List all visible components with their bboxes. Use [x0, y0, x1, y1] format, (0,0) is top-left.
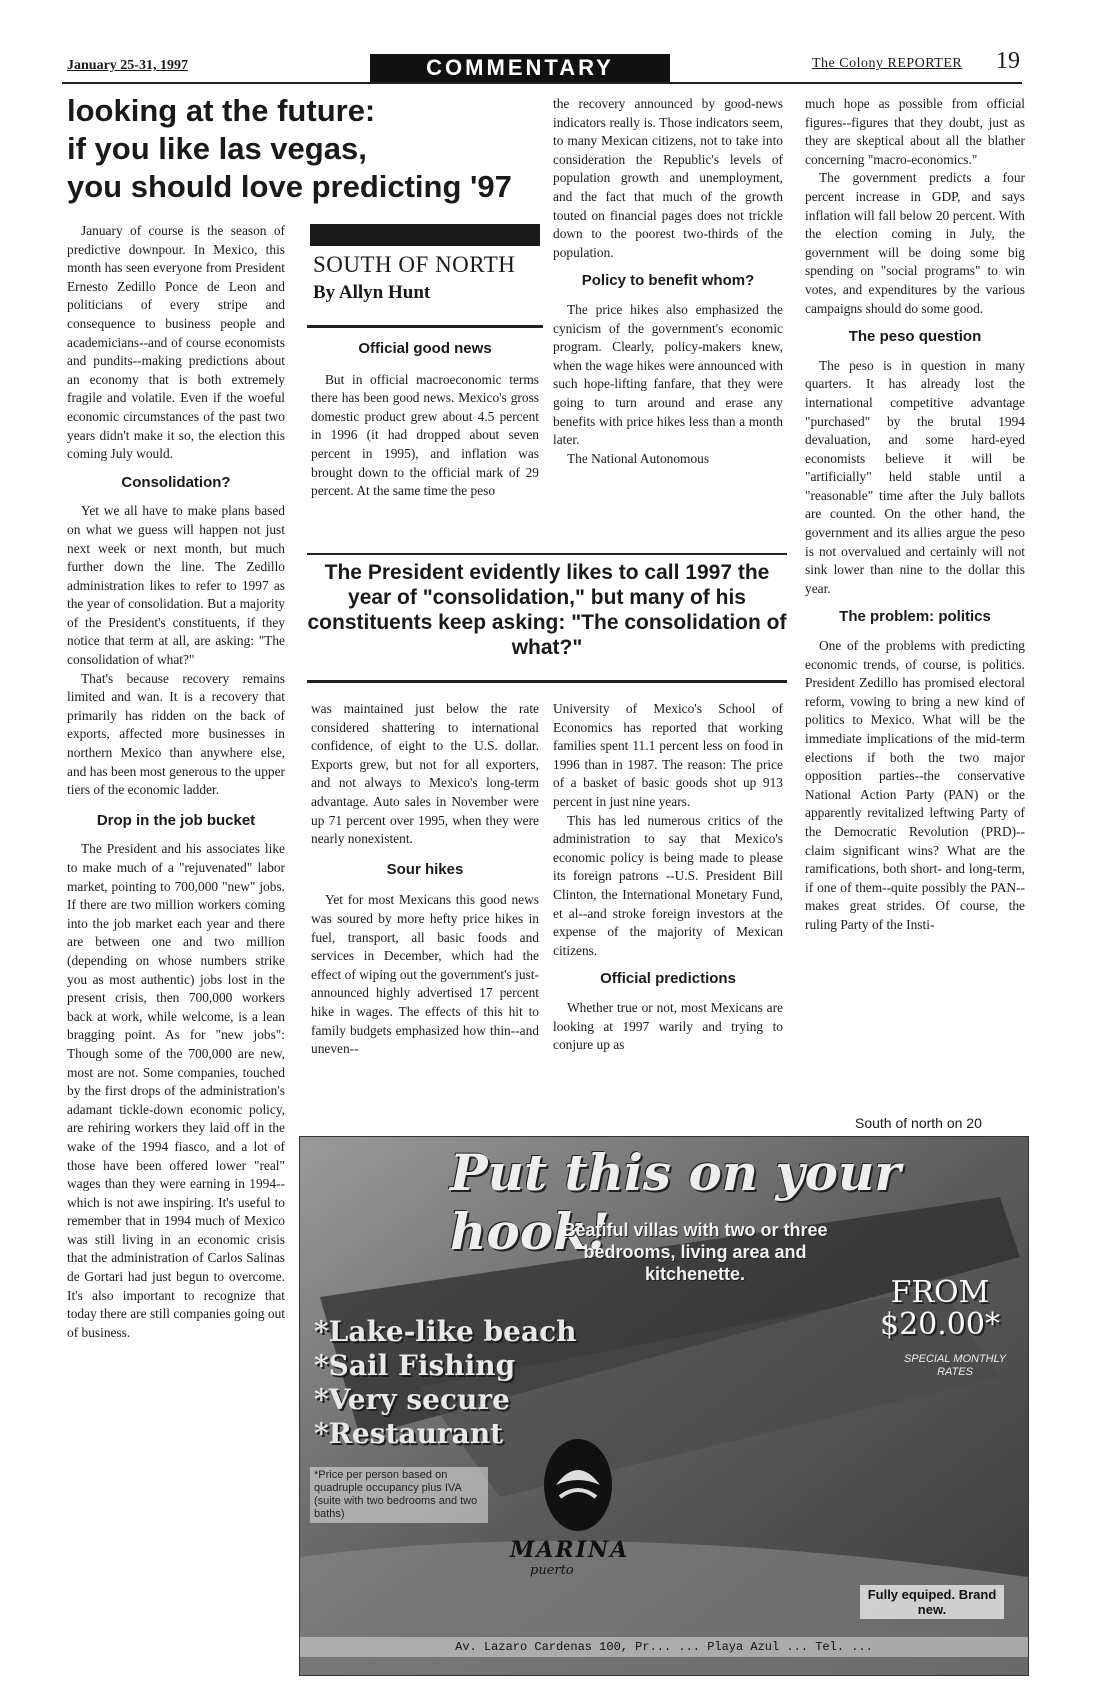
- marina-logo-name: MARINA: [510, 1537, 630, 1563]
- ad-headline: Put this on your hook!: [450, 1143, 901, 1261]
- subhead-official-predictions: Official predictions: [600, 970, 736, 988]
- ad-address: Av. Lazaro Cardenas 100, Pr... ... Playa Azul ... Tel. ...: [300, 1637, 1028, 1657]
- ad-feature: *Very secure: [314, 1383, 510, 1416]
- article-column-3-continued: [553, 700, 783, 1055]
- paragraph: That's because recovery remains limited and wan. It is a recovery that primarily has ridden on the back of exports, affected more businesses in northern Mexico than anywhere else, and has been most generous to the upper tiers of the economic ladder.: [67, 670, 285, 798]
- ad-price-from: FROM: [890, 1275, 990, 1310]
- paper-name: The Colony REPORTER: [812, 56, 963, 71]
- paragraph: much hope as possible from official figures--figures that they doubt, just as they are skeptical about all the blather concerning "macro-economics.": [805, 96, 1025, 167]
- headline-line-3: you should love predicting '97: [67, 169, 512, 204]
- subhead-job-bucket: Drop in the job bucket: [96, 811, 256, 829]
- article-column-2: [311, 340, 539, 501]
- byline-rule: [307, 325, 543, 328]
- paragraph: This has led numerous critics of the administration to say that Mexico's economic policy is being made to please its foreign patrons --U.S. President Bill Clinton, the International Monetary Fund, et al--and stroke foreign investors at the expense of the majority of Mexican citizens.: [553, 812, 783, 958]
- subhead-consolidation: Consolidation?: [121, 473, 231, 491]
- pullquote-rule-top: [307, 553, 787, 555]
- paragraph: The National Autonomous: [567, 450, 710, 466]
- paragraph: Yet for most Mexicans this good news was soured by more hefty price hikes in fuel, transport, all basic foods and services in December, which had the effect of wiping out the government's just-announced highly advertised 17 percent hike in wages. The effects of this hit to family budgets emphasized how thin--and uneven--: [311, 892, 539, 1057]
- ad-feature: *Restaurant: [314, 1417, 504, 1450]
- section-banner: COMMENTARY: [370, 54, 670, 82]
- paragraph: University of Mexico's School of Economics has reported that working families spent 11.1 percent less on food in 1996 than in 1987. The reason: The price of a basket of basic goods shot up 913 percent in just nine years.: [553, 701, 783, 809]
- paragraph: Yet we all have to make plans based on what we guess will happen not just next week or next month, but much further down the line. The Zedillo administration likes to refer to 1997 as the year of consolidation. But a majority of the President's constituents, if they notice that term at all, are asking: "The consolidation of what?": [67, 503, 285, 668]
- ad-villas-text: Beatiful villas with two or three bedrooms, living area and kitchenette.: [562, 1220, 828, 1284]
- headline-line-1: looking at the future:: [67, 93, 376, 128]
- headline: [67, 92, 537, 206]
- paragraph: The President and his associates like to make much of a "rejuvenated" labor market, pointing to 700,000 "new" jobs. If there are two million workers coming into the job market each year and there are between one and two million (depending on whose numbers strike you as most authentic) jobs lost in the present crisis, then 700,000 workers back at work, while welcome, is a lean bragging point. As for "new jobs": Though some of the 700,000 are new, most are not. Some companies, touched by the first drops of the administration's adamant tickle-down economic policy, are rehiring workers they laid off in the wake of the 1994 fiasco, and a lot of those have been offered lower "real" wages than they were earning in 1994--which is not awe inspiring. It's useful to remember that in 1994 much of Mexico was still living in an economic crisis that the administration of Carlos Salinas de Gortari had just begun to overcome. It's also important to recognize that today there are still companies going out of business.: [67, 841, 285, 1340]
- subhead-policy: Policy to benefit whom?: [581, 272, 755, 290]
- column-header-bar: [310, 224, 540, 246]
- subhead-problem-politics: The problem: politics: [839, 608, 991, 626]
- subhead-peso-question: The peso question: [848, 328, 982, 346]
- ad-price-note: *Price per person based on quadruple occupancy plus IVA (suite with two bedrooms and two baths): [310, 1467, 488, 1523]
- ad-special-rates: SPECIAL MONTHLY RATES: [903, 1353, 1007, 1378]
- page-number: 19: [996, 48, 1020, 74]
- marina-logo-icon: [540, 1435, 616, 1535]
- continued-jump-line: South of north on 20: [855, 1115, 982, 1131]
- masthead-rule: [62, 82, 1022, 84]
- paragraph: the recovery announced by good-news indicators really is. Those indicators seem, to many Mexican citizens, not to take into consideration the Republic's levels of population growth and unemployment, and the fact that much of the growth touted on financial pages does not trickle down to the poorest two-thirds of the population.: [553, 96, 783, 260]
- ad-fully-equipped: Fully equiped. Brand new.: [860, 1585, 1004, 1619]
- ad-feature-list: [314, 1315, 577, 1451]
- paragraph: One of the problems with predicting economic trends, of course, is politics. President Zedillo has promised electoral reform, vowing to bring a new kind of politics to Mexico. What will be the immediate implications of the mid-term elections if both the two major opposition parties--the conservative National Action Party (PAN) or the apparently revitalized leftwing Party of the Democratic Revolution (PRD)--claim significant wins? What are the ramifications, both short- and long-term, if one of them--quite possibly the PAN--makes great strides. Of course, the ruling Party of the Insti-: [805, 638, 1025, 932]
- ad-feature: *Lake-like beach: [314, 1315, 577, 1348]
- article-column-2-continued: [311, 700, 539, 1059]
- subhead-sour-hikes: Sour hikes: [386, 860, 464, 878]
- headline-line-2: if you like las vegas,: [67, 131, 367, 166]
- pullquote-rule-bottom: [307, 680, 787, 683]
- article-column-3: [553, 95, 783, 468]
- ad-price: [870, 1277, 1010, 1341]
- byline: By Allyn Hunt: [313, 282, 431, 303]
- marina-logo-tagline: puerto: [530, 1563, 574, 1578]
- paragraph: The government predicts a four percent increase in GDP, and says inflation will fall below 20 percent. With the election coming in July, the government will be doing some big spending on "social programs" to win votes, and expenditures by the various campaigns should do some good.: [805, 170, 1025, 316]
- article-column-4: [805, 95, 1025, 935]
- paragraph: January of course is the season of predictive downpour. In Mexico, this month has seen everyone from President Ernesto Zedillo Ponce de Leon and politicians of every stripe and consequence to business people and academicians--and of course economists and pundits--making predictions about an economy that is both extremely fragile and volatile. Even if the woeful economic circumstances of the past two years didn't make it so, the election this coming July would.: [67, 223, 285, 462]
- paragraph: But in official macroeconomic terms there has been good news. Mexico's gross domestic product grew about 4.5 percent in 1996 (it had dropped about seven percent in 1995), and inflation was brought down to the official mark of 29 percent. At the same time the peso: [311, 371, 539, 499]
- subhead-official-good-news: Official good news: [358, 340, 492, 357]
- paragraph: The peso is in question in many quarters. It has already lost the international competitive advantage "purchased" by the brutal 1994 devaluation, and some hard-eyed economists believe it will be "artificially" held stable until a "reasonable" time after the July ballots are counted. On the other hand, the government and its allies argue the peso is not overvalued and certainly will not sink lower than nine to the dollar this year.: [805, 357, 1025, 596]
- ad-feature: *Sail Fishing: [314, 1349, 516, 1382]
- marina-advertisement: [299, 1136, 1029, 1676]
- ad-price-amount: $20.00*: [880, 1307, 1000, 1342]
- paragraph: was maintained just below the rate considered shattering to international confidence, of eight to the U.S. dollar. Exports grew, but not for all exporters, and not always to Mexico's long-term advantage. Auto sales in November were up 71 percent over 1995, when they were nearly nonexistent.: [311, 701, 539, 847]
- issue-date: January 25-31, 1997: [67, 58, 188, 73]
- article-column-1: [67, 222, 285, 1342]
- paragraph: Whether true or not, most Mexicans are looking at 1997 warily and trying to conjure up as: [553, 999, 783, 1053]
- column-name: SOUTH OF NORTH: [313, 252, 516, 277]
- pull-quote: The President evidently likes to call 1997 the year of "consolidation," but many of his constituents keep asking: "The consolidation of what?": [307, 561, 787, 659]
- paragraph: The price hikes also emphasized the cynicism of the government's economic program. Clearly, policy-makers knew, when the wage hikes were announced with such hope-lifting fanfare, that they were going to turn around and erase any benefits with price hikes less than a month later.: [553, 301, 783, 448]
